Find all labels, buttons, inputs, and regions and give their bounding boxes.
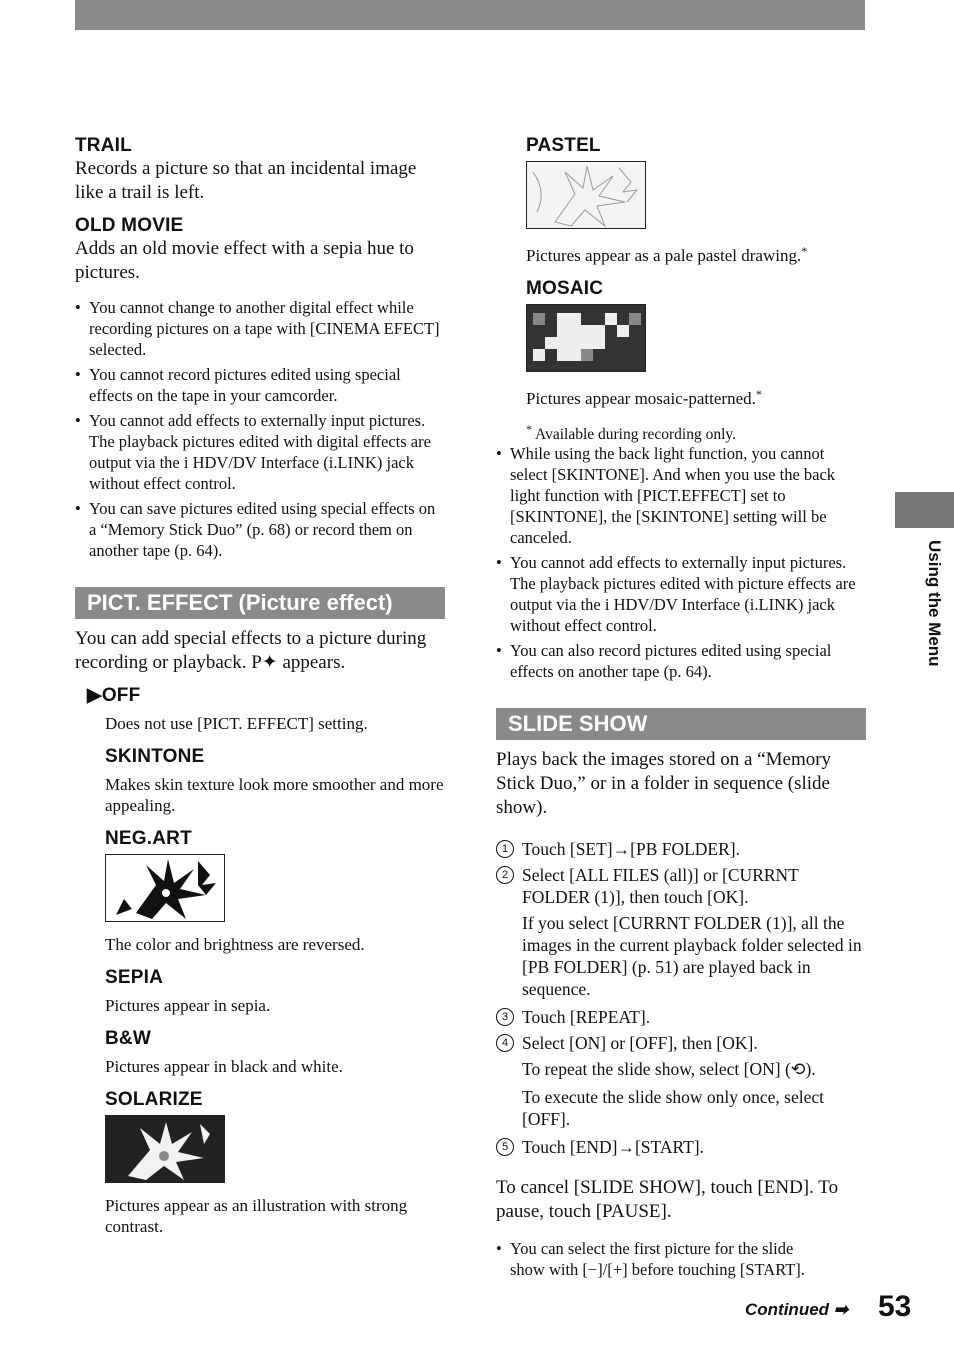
mosaic-sample-image <box>526 304 646 372</box>
bw-title: B&W <box>105 1028 151 1049</box>
continued-label: Continued ➡ <box>745 1300 849 1319</box>
off-desc: Does not use [PICT. EFFECT] setting. <box>105 714 368 733</box>
list-item: • You can save pictures edited using special effects on a “Memory Stick Duo” (p. 68) or record them on another tape (p. 64). <box>75 498 445 561</box>
step-number-icon: 5 <box>496 1138 514 1156</box>
negart-sample-image <box>105 854 225 922</box>
slide-show-steps-cont <box>496 1006 866 1054</box>
sidebar-label-text: Using the Menu <box>925 540 944 667</box>
pastel-desc: Pictures appear as a pale pastel drawing.* <box>526 244 808 265</box>
step-4-note-repeat: To repeat the slide show, select [ON] (⟲). <box>522 1059 816 1079</box>
skintone-title: SKINTONE <box>105 746 205 767</box>
negart-title: NEG.ART <box>105 828 192 849</box>
footnote-star: * <box>801 244 808 258</box>
list-item: • You can select the first picture for the slide show with [−]/[+] before touching [START]. <box>496 1238 826 1280</box>
list-item: • You cannot change to another digital effect while recording pictures on a tape with [CINEMA EFECT] selected. <box>75 297 445 360</box>
left-notes-list <box>75 297 445 561</box>
step-number-icon: 1 <box>496 840 514 858</box>
step-number-icon: 4 <box>496 1034 514 1052</box>
step-number-icon: 3 <box>496 1008 514 1026</box>
trail-desc: Records a picture so that an incidental image like a trail is left. <box>75 158 417 203</box>
top-header-bar <box>75 0 865 30</box>
right-column <box>526 135 866 457</box>
step-5: 5 Touch [END]→[START]. <box>496 1136 866 1158</box>
default-marker-icon: ▶ <box>87 685 102 706</box>
bw-desc: Pictures appear in black and white. <box>105 1057 343 1076</box>
pict-effect-heading: PICT. EFFECT (Picture effect) <box>75 587 445 619</box>
step-2: 2 Select [ALL FILES (all)] or [CURRNT FOLDER (1)], then touch [OK]. <box>496 864 866 908</box>
step-4-note-once: To execute the slide show only once, select [OFF]. <box>522 1087 825 1129</box>
list-item: • You cannot record pictures edited using special effects on the tape in your camcorder. <box>75 364 445 406</box>
slide-show-heading: SLIDE SHOW <box>496 708 866 740</box>
right-column-lower <box>496 443 866 1284</box>
sidebar-section-label <box>926 540 946 680</box>
negart-desc: The color and brightness are reversed. <box>105 935 365 954</box>
slide-show-steps-end <box>496 1136 866 1158</box>
slide-show-steps <box>496 838 866 908</box>
old-movie-title: OLD MOVIE <box>75 215 184 236</box>
slide-show-cancel: To cancel [SLIDE SHOW], touch [END]. To pause, touch [PAUSE]. <box>496 1177 839 1222</box>
old-movie-desc: Adds an old movie effect with a sepia hue to pictures. <box>75 238 414 283</box>
step-3: 3 Touch [REPEAT]. <box>496 1006 866 1028</box>
mosaic-title: MOSAIC <box>526 278 604 299</box>
pict-effect-intro: You can add special effects to a picture during recording or playback. P✦ appears. <box>75 628 427 673</box>
list-item: • You can also record pictures edited using special effects on another tape (p. 64). <box>496 640 866 682</box>
pastel-sample-image <box>526 161 646 229</box>
solarize-title: SOLARIZE <box>105 1089 203 1110</box>
skintone-desc: Makes skin texture look more smoother and more appealing. <box>105 775 444 815</box>
step-2-note: If you select [CURRNT FOLDER (1)], all the images in the current playback folder selected in [PB FOLDER] (p. 51) are played back in sequence. <box>522 913 862 999</box>
page-number: 53 <box>878 1290 912 1323</box>
footnote: * Available during recording only. <box>526 422 737 443</box>
pastel-title: PASTEL <box>526 135 601 156</box>
sepia-desc: Pictures appear in sepia. <box>105 996 271 1015</box>
step-number-icon: 2 <box>496 866 514 884</box>
mosaic-desc: Pictures appear mosaic-patterned.* <box>526 387 762 408</box>
solarize-desc: Pictures appear as an illustration with strong contrast. <box>105 1196 408 1236</box>
sepia-title: SEPIA <box>105 967 164 988</box>
right-notes-list <box>496 443 866 682</box>
off-title: OFF <box>101 685 141 706</box>
list-item: • While using the back light function, you cannot select [SKINTONE]. And when you use the back light function with [PICT.EFFECT] set to [SKINTONE], the [SKINTONE] setting will be canceled. <box>496 443 866 548</box>
trail-title: TRAIL <box>75 135 132 156</box>
slide-show-intro: Plays back the images stored on a “Memory Stick Duo,” or in a folder in sequence (slide show). <box>496 749 832 818</box>
list-item: • You cannot add effects to externally input pictures. The playback pictures edited with picture effects are output via the i HDV/DV Interface (i.LINK) jack without effect control. <box>496 552 866 636</box>
list-item: • You cannot add effects to externally input pictures. The playback pictures edited with digital effects are output via the i HDV/DV Interface (i.LINK) jack without effect control. <box>75 410 445 494</box>
left-column <box>75 135 445 1237</box>
footnote-star: * <box>755 387 762 401</box>
step-4: 4 Select [ON] or [OFF], then [OK]. <box>496 1032 866 1054</box>
solarize-sample-image <box>105 1115 225 1183</box>
step-1: 1 Touch [SET]→[PB FOLDER]. <box>496 838 866 860</box>
slide-show-note <box>496 1238 826 1280</box>
sidebar-tab-marker <box>895 492 954 528</box>
off-option <box>87 685 445 707</box>
